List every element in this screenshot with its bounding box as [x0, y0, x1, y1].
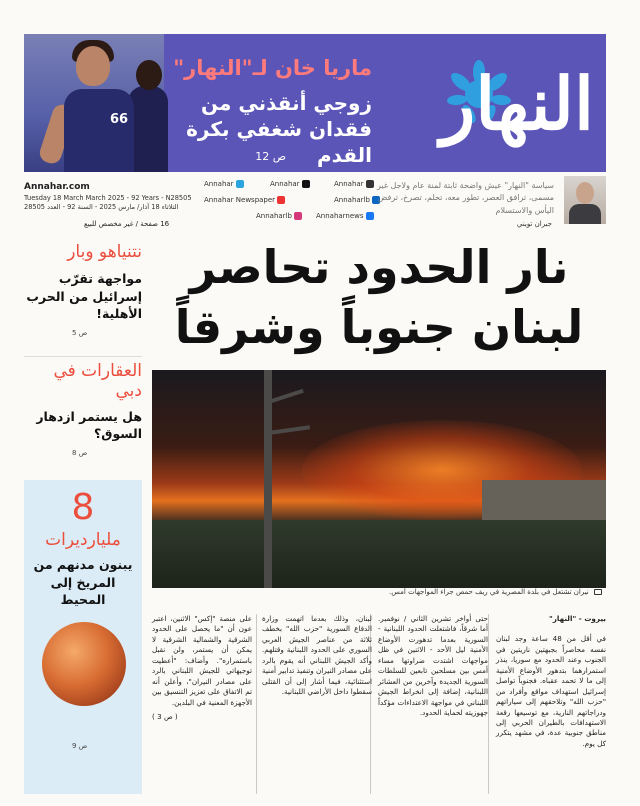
street-lamp — [270, 389, 304, 403]
instagram-icon — [294, 212, 302, 220]
article-column-1 — [496, 614, 606, 749]
column-text: حتى أواخر تشرين الثاني / نوفمبر. أما شرقاً، فاشتعلت الحدود اللبنانية - السورية بعدما تدهورت الأوضاع الأمنية ليل الأحد - الاثنين في ظل مواجهات اشتدت ضراوتها مساء أمس بين مسلحين تابعين للسلطات السورية الجديدة وآخرين من العشائر اللبنانية، إضافة إلى انخراط الجيش اللبناني في مواجهة الاعتداءات مؤكداً جهوزيته لحماية الحدود. — [378, 614, 488, 717]
camera-icon — [594, 589, 602, 595]
logo-text: النهار — [440, 61, 594, 146]
mission-author: جبران تويني — [516, 220, 552, 228]
sidebar-item-netanyahu[interactable] — [24, 242, 142, 360]
sidebar-kicker: مليارديرات — [45, 530, 121, 550]
article-column-3 — [262, 614, 372, 698]
building-silhouette — [482, 480, 606, 520]
social-telegram[interactable]: Annahar — [204, 180, 244, 188]
sidebar-big-number: 8 — [71, 487, 95, 528]
caption-text: نيران تشتعل في بلدة المصرية في ريف حمص جراء المواجهات أمس. — [389, 588, 589, 596]
price-note: 16 صفحة / غير مخصص للبيع — [84, 220, 170, 228]
social-x[interactable]: Annahar — [334, 180, 374, 188]
banner-kicker: ماريا خان لـ"النهار" — [173, 56, 372, 80]
column-divider — [488, 614, 489, 794]
continued-page-ref: ( ص 3 ) — [152, 711, 178, 721]
article-column-2 — [378, 614, 488, 718]
mars-planet-image — [42, 622, 126, 706]
sidebar-page-ref: ص 5 — [72, 328, 88, 337]
mission-statement: سياسة "النهار" عيش واضحة ثابتة لمنة عام ولاجل غير مسمى، ترافق العصر، تطور معه، تحلم، تصرخ، ترفض اليأس والاستسلام — [377, 181, 554, 215]
player-photo — [24, 34, 164, 172]
telegram-icon — [236, 180, 244, 188]
column-text: في أقل من 48 ساعة وجد لبنان نفسه محاصراً بجبهتين ناريتين في الجنوب وعند الحدود مع سوريا، ينذر استمرارهما بتدهور الأوضاع الأمنية إلى ما لا تحمد عقباه. فجنوباً تواصل إسرائيل استهداف مواقع وأفراد من "حزب الله" وتلاحقهم إلى سياراتهم ودراجاتهم النارية، مع توسيعها رقعة الاستهدافات بالطيران الحربي إلى مناطق جنوبية عدة، في مشهد يتكرر كل يوم. — [496, 634, 606, 748]
info-bar — [24, 176, 606, 234]
sidebar-kicker: نتنياهو وبار — [67, 242, 142, 262]
dateline-en: Tuesday 18 March March 2025 - 92 Years - N28505 — [24, 194, 192, 202]
photo-caption — [152, 588, 606, 596]
social-linkedin[interactable]: Annaharlb — [334, 196, 380, 204]
tiktok-icon — [302, 180, 310, 188]
sidebar-item-billionaires[interactable] — [24, 480, 142, 794]
column-divider — [256, 614, 257, 794]
author-photo — [564, 176, 606, 224]
ground-foreground — [152, 520, 606, 588]
sidebar-text: يبنون مدنهم من المريخ إلى المحيط — [33, 557, 133, 608]
sidebar-kicker: العقارات في دبي — [53, 361, 142, 402]
website-link[interactable]: Annahar.com — [24, 182, 90, 192]
logo[interactable] — [380, 34, 606, 172]
article-column-4 — [152, 614, 252, 722]
sidebar-page-ref: ص 8 — [72, 448, 88, 457]
main-headline[interactable]: نار الحدود تحاصر لبنان جنوباً وشرقاً — [174, 240, 584, 354]
facebook-icon — [366, 212, 374, 220]
author-suit — [569, 204, 601, 224]
main-photo[interactable] — [152, 370, 606, 588]
column-text: لبنان، وذلك بعدما اتهمت وزارة الدفاع السورية "حزب الله" بخطف ثلاثة من عناصر الجيش العربي السوري على الحدود اللبنانية وقتلهم. وأكد الجيش اللبناني أنه يقوم بالرد على مصادر النيران وتنفيذ تدابير أمنية استثنائية، فيما أشار إلى أن القتلى سقطوا داخل الأراضي اللبنانية. — [262, 614, 372, 697]
dateline-ar: الثلاثاء 18 آذار/ مارس 2025 - السنة 92 - العدد 28505 — [24, 203, 179, 212]
column-text: على منصة "إكس" الاثنين، اعتبر عون أن "ما يحصل على الحدود الشرقية والشمالية الشرقية لا يمكن أن يستمر، ولن نقبل باستمراره". وأضاف: "أعطيت توجيهاتي للجيش اللبناني بالرد على مصادر النيران"، وأعلن أنه تم الاتفاق على تعزيز التنسيق بين الأجهزة المعنية في البلدين. — [152, 614, 252, 707]
article-byline: بيروت - "النهار" — [549, 614, 606, 623]
author-face — [576, 182, 594, 204]
sidebar-text: مواجهة تقرّب إسرائيل من الحرب الأهلية! — [26, 271, 142, 322]
sidebar — [24, 234, 142, 794]
banner-headline[interactable]: زوجي أنقذني من فقدان شغفي بكرة القدم — [186, 91, 372, 167]
player-jersey — [64, 89, 134, 172]
sidebar-text: هل يستمر ازدهار السوق؟ — [36, 408, 142, 442]
header-banner — [24, 34, 606, 172]
x-icon — [366, 180, 374, 188]
street-lamp — [270, 425, 310, 435]
banner-page-ref: ص 12 — [255, 150, 286, 163]
social-youtube[interactable]: Annahar Newspaper — [204, 196, 285, 204]
player-head — [76, 46, 110, 86]
sidebar-item-dubai[interactable] — [24, 356, 142, 478]
social-facebook[interactable]: Annaharnews — [316, 212, 374, 220]
jersey-number: 66 — [110, 112, 129, 127]
social-instagram[interactable]: Annaharlb — [256, 212, 302, 220]
dateline — [24, 194, 194, 212]
social-tiktok[interactable]: Annahar — [270, 180, 310, 188]
sidebar-page-ref: ص 9 — [72, 742, 88, 750]
youtube-icon — [277, 196, 285, 204]
